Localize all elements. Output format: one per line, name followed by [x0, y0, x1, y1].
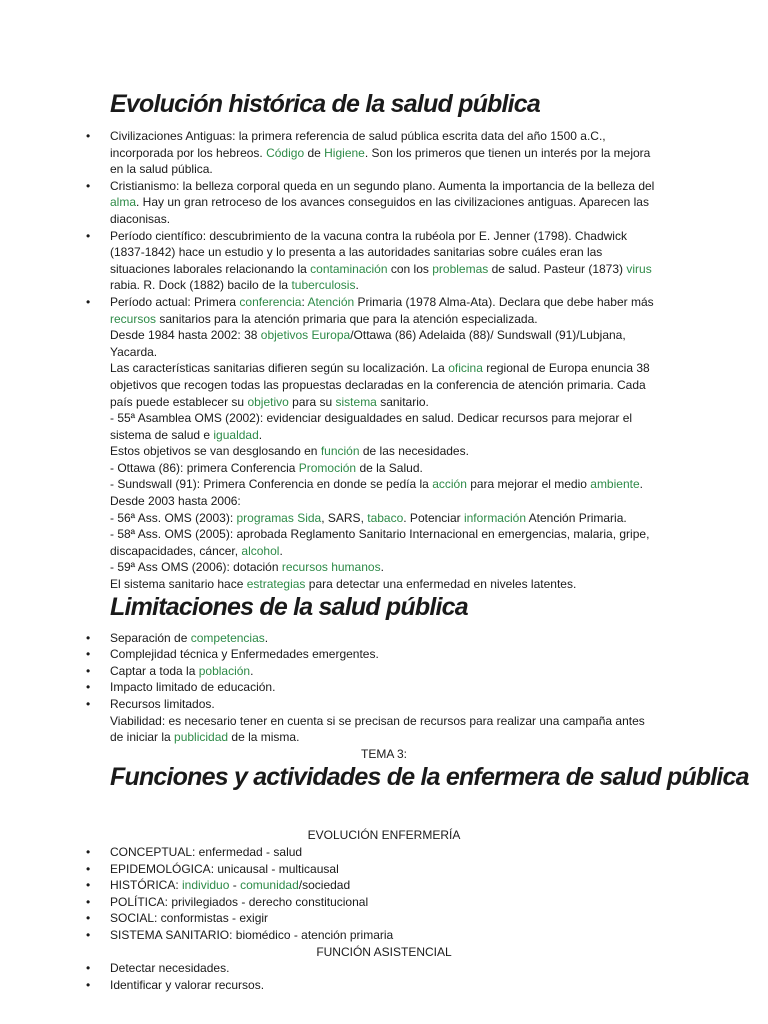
keyword-link[interactable]: virus — [626, 261, 652, 276]
bullet-item — [0, 294, 768, 327]
list-funciones — [0, 827, 768, 993]
centered-subheading — [0, 746, 768, 763]
bullet-item — [0, 894, 768, 911]
keyword-link[interactable]: programas Sida — [236, 510, 322, 525]
keyword-link[interactable]: alma — [110, 195, 137, 210]
paragraph-line — [0, 713, 768, 746]
bullet-item — [0, 630, 768, 647]
bullet-item — [0, 927, 768, 944]
text-span: de la misma. — [228, 730, 300, 745]
text-span: - — [229, 878, 241, 893]
keyword-link[interactable]: individuo — [182, 878, 230, 893]
text-span: CONCEPTUAL: enfermedad - salud — [110, 844, 303, 859]
text-span: Estos objetivos se van desglosando en — [110, 444, 321, 459]
text-span: HISTÓRICA: — [110, 878, 183, 893]
keyword-link[interactable]: objetivo — [247, 394, 289, 409]
text-span: sanitario. — [376, 394, 429, 409]
bullet-item — [0, 977, 768, 994]
text-span: regional de Europa enuncia 38 objetivos que recogen todas las propuestas declaradas en la conferencia de atención primaria. Cada país puede establecer su — [110, 361, 650, 409]
text-span: SOCIAL: conformistas - exigir — [110, 911, 269, 926]
keyword-link[interactable]: alcohol — [241, 543, 280, 558]
keyword-link[interactable]: Código — [266, 145, 305, 160]
keyword-link[interactable]: Promoción — [298, 460, 357, 475]
text-span: de salud. Pasteur (1873) — [488, 261, 627, 276]
bullet-item — [0, 228, 768, 294]
keyword-link[interactable]: oficina — [448, 361, 483, 376]
paragraph-line — [0, 327, 768, 360]
text-span: Primaria (1978 Alma-Ata). Declara que debe haber más — [354, 294, 654, 309]
text-span: Período actual: Primera — [110, 294, 240, 309]
text-span: Civilizaciones Antiguas: la primera referencia de salud pública escrita data del año 1500 a.C., incorporada por los hebreos. — [110, 129, 606, 160]
text-span: - 55ª Asamblea OMS (2002): evidenciar desigualdades en salud. Dedicar recursos para mejorar el sistema de salud e — [110, 411, 633, 442]
text-span: /Ottawa (86) Adelaida (88)/ Sundswall (91)/Lubjana, Yacarda. — [110, 328, 626, 359]
text-span: Desde 2003 hasta 2006: — [110, 494, 241, 509]
text-span: TEMA 3: — [360, 746, 407, 761]
bullet-item — [0, 178, 768, 228]
keyword-link[interactable]: problemas — [432, 261, 489, 276]
text-span: Separación de — [110, 630, 191, 645]
keyword-link[interactable]: Atención — [307, 294, 355, 309]
bullet-item — [0, 128, 768, 178]
centered-subheading — [0, 827, 768, 844]
text-span: El sistema sanitario hace — [110, 577, 247, 592]
keyword-link[interactable]: acción — [432, 477, 467, 492]
bullet-item — [0, 910, 768, 927]
text-span: /sociedad — [298, 878, 351, 893]
heading-evolucion: Evolución histórica de la salud pública — [110, 90, 541, 118]
text-span: Impacto limitado de educación. — [110, 680, 276, 695]
keyword-link[interactable]: función — [320, 444, 360, 459]
keyword-link[interactable]: conferencia — [239, 294, 302, 309]
text-span: - Ottawa (86): primera Conferencia — [110, 460, 299, 475]
keyword-link[interactable]: tabaco — [367, 510, 404, 525]
keyword-link[interactable]: Higiene — [324, 145, 365, 160]
keyword-link[interactable]: publicidad — [174, 730, 229, 745]
paragraph-line — [0, 493, 768, 510]
text-span: SISTEMA SANITARIO: biomédico - atención primaria — [110, 927, 394, 942]
keyword-link[interactable]: recursos humanos — [281, 560, 381, 575]
text-span: Captar a toda la — [110, 663, 199, 678]
keyword-link[interactable]: población — [198, 663, 251, 678]
bullet-item — [0, 696, 768, 713]
text-span: de las necesidades. — [359, 444, 469, 459]
text-span: . Hay un gran retroceso de los avances conseguidos en las civilizaciones antiguas. Aparecen las diaconisas. — [110, 195, 649, 226]
paragraph-line — [0, 576, 768, 593]
paragraph-line — [0, 559, 768, 576]
paragraph-line — [0, 360, 768, 410]
keyword-link[interactable]: contaminación — [310, 261, 388, 276]
text-span: EVOLUCIÓN ENFERMERÍA — [307, 828, 461, 843]
heading-funciones: Funciones y actividades de la enfermera de salud pública — [110, 763, 749, 792]
keyword-link[interactable]: sistema — [335, 394, 377, 409]
text-span: Cristianismo: la belleza corporal queda en un segundo plano. Aumenta la importancia de la belleza del — [110, 178, 655, 193]
text-span: Las características sanitarias difieren según su localización. La — [110, 361, 449, 376]
keyword-link[interactable]: igualdad — [213, 427, 259, 442]
text-span: . — [380, 560, 384, 575]
keyword-link[interactable]: objetivos Europa — [260, 328, 351, 343]
bullet-item — [0, 663, 768, 680]
text-span: con los — [387, 261, 433, 276]
text-span: rabia. R. Dock (1882) bacilo de la — [110, 278, 292, 293]
paragraph-line — [0, 460, 768, 477]
text-span: - 59ª Ass OMS (2006): dotación — [110, 560, 282, 575]
text-span: . — [264, 630, 269, 645]
bullet-item — [0, 960, 768, 977]
list-limitaciones — [0, 630, 768, 763]
keyword-link[interactable]: tuberculosis — [291, 278, 356, 293]
text-span: : — [301, 294, 308, 309]
text-span: de — [304, 145, 325, 160]
text-span: . — [258, 427, 263, 442]
text-span: Desde 1984 hasta 2002: 38 — [110, 328, 261, 343]
list-evolucion — [0, 128, 768, 593]
text-span: , SARS, — [321, 510, 368, 525]
keyword-link[interactable]: información — [463, 510, 526, 525]
keyword-link[interactable]: recursos — [110, 311, 157, 326]
paragraph-line — [0, 510, 768, 527]
bullet-item — [0, 679, 768, 696]
text-span: - 58ª Ass. OMS (2005): aprobada Reglamento Sanitario Internacional en emergencias, malaria, gripe, discapacidades, cáncer, — [110, 527, 650, 558]
text-span: Viabilidad: es necesario tener en cuenta si se precisan de recursos para realizar una campaña antes de iniciar la — [110, 713, 645, 745]
centered-subheading — [0, 944, 768, 961]
text-span: . — [279, 543, 283, 558]
paragraph-line — [0, 443, 768, 460]
text-span: para detectar una enfermedad en niveles latentes. — [305, 577, 577, 592]
keyword-link[interactable]: ambiente — [590, 477, 640, 492]
text-span: Recursos limitados. — [110, 697, 215, 711]
heading-limitaciones: Limitaciones de la salud pública — [110, 592, 468, 621]
text-span: . Son los primeros que tienen un interés por la mejora en la salud pública. — [110, 145, 651, 177]
text-span: sanitarios para la atención primaria que para la atención especializada. — [156, 311, 538, 326]
text-span: . — [250, 663, 254, 678]
text-span: . — [639, 477, 643, 492]
text-span: Identificar y valorar recursos. — [110, 977, 265, 992]
paragraph-line — [0, 526, 768, 559]
text-span: FUNCIÓN ASISTENCIAL — [316, 944, 452, 959]
keyword-link[interactable]: estrategias — [246, 577, 306, 592]
text-span: Detectar necesidades. — [110, 961, 230, 976]
paragraph-line — [0, 476, 768, 493]
text-span: para su — [288, 394, 336, 409]
text-span: Período científico: descubrimiento de la vacuna contra la rubéola por E. Jenner (1798). Chadwick (1837-1842) hace un estudio y lo presenta a las autoridades sanitarias sobre cuáles eran las situaciones laborales relacionando la — [110, 228, 627, 276]
keyword-link[interactable]: comunidad — [240, 878, 299, 893]
paragraph-line — [0, 410, 768, 443]
bullet-item — [0, 844, 768, 861]
text-span: POLÍTICA: privilegiados - derecho constitucional — [110, 894, 369, 909]
bullet-item — [0, 861, 768, 878]
text-span: Complejidad técnica y Enfermedades emergentes. — [110, 647, 379, 662]
text-span: . — [355, 278, 359, 293]
text-span: Atención Primaria. — [526, 510, 627, 525]
text-span: - Sundswall (91): Primera Conferencia en donde se pedía la — [110, 477, 433, 492]
text-span: - 56ª Ass. OMS (2003): — [110, 510, 237, 525]
text-span: para mejorar el medio — [466, 477, 591, 492]
bullet-item — [0, 646, 768, 663]
text-span: de la Salud. — [356, 460, 423, 475]
text-span: . Potenciar — [403, 510, 464, 525]
bullet-item — [0, 877, 768, 894]
text-span: EPIDEMOLÓGICA: unicausal - multicausal — [110, 861, 339, 876]
keyword-link[interactable]: competencias — [190, 630, 265, 645]
